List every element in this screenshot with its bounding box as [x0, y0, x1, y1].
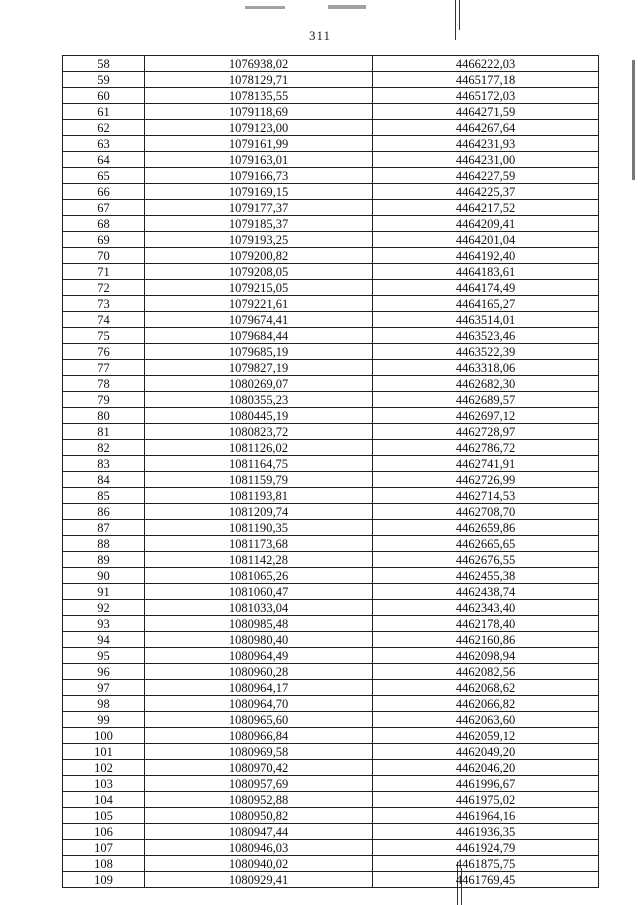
table-row [63, 200, 599, 216]
x-coordinate-cell: 1080950,82 [145, 808, 373, 824]
x-coordinate-cell: 1081060,47 [145, 584, 373, 600]
x-coordinate-cell: 1079118,69 [145, 104, 373, 120]
y-coordinate-cell: 4462697,12 [373, 408, 599, 424]
x-coordinate-cell: 1080964,17 [145, 680, 373, 696]
x-coordinate-cell: 1080947,44 [145, 824, 373, 840]
x-coordinate-cell: 1079827,19 [145, 360, 373, 376]
table-row [63, 376, 599, 392]
table-row [63, 840, 599, 856]
table-row [63, 520, 599, 536]
y-coordinate-cell: 4461996,67 [373, 776, 599, 792]
coordinates-table [62, 55, 599, 888]
y-coordinate-cell: 4464201,04 [373, 232, 599, 248]
y-coordinate-cell: 4462676,55 [373, 552, 599, 568]
table-row [63, 248, 599, 264]
x-coordinate-cell: 1080957,69 [145, 776, 373, 792]
point-number-cell: 71 [63, 264, 145, 280]
x-coordinate-cell: 1079163,01 [145, 152, 373, 168]
y-coordinate-cell: 4462714,53 [373, 488, 599, 504]
y-coordinate-cell: 4462082,56 [373, 664, 599, 680]
y-coordinate-cell: 4462728,97 [373, 424, 599, 440]
x-coordinate-cell: 1081209,74 [145, 504, 373, 520]
table-row [63, 360, 599, 376]
x-coordinate-cell: 1079684,44 [145, 328, 373, 344]
point-number-cell: 88 [63, 536, 145, 552]
x-coordinate-cell: 1081173,68 [145, 536, 373, 552]
table-row [63, 472, 599, 488]
point-number-cell: 60 [63, 88, 145, 104]
table-row [63, 616, 599, 632]
point-number-cell: 83 [63, 456, 145, 472]
x-coordinate-cell: 1078135,55 [145, 88, 373, 104]
table-row [63, 424, 599, 440]
y-coordinate-cell: 4463522,39 [373, 344, 599, 360]
table-row [63, 232, 599, 248]
y-coordinate-cell: 4464267,64 [373, 120, 599, 136]
point-number-cell: 99 [63, 712, 145, 728]
y-coordinate-cell: 4462659,86 [373, 520, 599, 536]
y-coordinate-cell: 4461875,75 [373, 856, 599, 872]
point-number-cell: 70 [63, 248, 145, 264]
point-number-cell: 108 [63, 856, 145, 872]
point-number-cell: 81 [63, 424, 145, 440]
y-coordinate-cell: 4464231,00 [373, 152, 599, 168]
y-coordinate-cell: 4463318,06 [373, 360, 599, 376]
y-coordinate-cell: 4462160,86 [373, 632, 599, 648]
point-number-cell: 61 [63, 104, 145, 120]
x-coordinate-cell: 1079215,05 [145, 280, 373, 296]
y-coordinate-cell: 4464231,93 [373, 136, 599, 152]
point-number-cell: 105 [63, 808, 145, 824]
table-row [63, 552, 599, 568]
y-coordinate-cell: 4462059,12 [373, 728, 599, 744]
table-row [63, 296, 599, 312]
point-number-cell: 85 [63, 488, 145, 504]
table-row [63, 72, 599, 88]
point-number-cell: 63 [63, 136, 145, 152]
table-row [63, 264, 599, 280]
x-coordinate-cell: 1080952,88 [145, 792, 373, 808]
y-coordinate-cell: 4462049,20 [373, 744, 599, 760]
point-number-cell: 58 [63, 56, 145, 72]
x-coordinate-cell: 1080966,84 [145, 728, 373, 744]
y-coordinate-cell: 4462098,94 [373, 648, 599, 664]
point-number-cell: 101 [63, 744, 145, 760]
y-coordinate-cell: 4464183,61 [373, 264, 599, 280]
scan-artifact-right-edge [632, 60, 635, 180]
x-coordinate-cell: 1080946,03 [145, 840, 373, 856]
table-row [63, 792, 599, 808]
point-number-cell: 98 [63, 696, 145, 712]
point-number-cell: 89 [63, 552, 145, 568]
x-coordinate-cell: 1081159,79 [145, 472, 373, 488]
y-coordinate-cell: 4462726,99 [373, 472, 599, 488]
table-row [63, 408, 599, 424]
point-number-cell: 80 [63, 408, 145, 424]
point-number-cell: 67 [63, 200, 145, 216]
y-coordinate-cell: 4464192,40 [373, 248, 599, 264]
y-coordinate-cell: 4462066,82 [373, 696, 599, 712]
y-coordinate-cell: 4464271,59 [373, 104, 599, 120]
point-number-cell: 93 [63, 616, 145, 632]
scan-artifact-top-left [245, 6, 285, 9]
y-coordinate-cell: 4462343,40 [373, 600, 599, 616]
table-row [63, 664, 599, 680]
y-coordinate-cell: 4462682,30 [373, 376, 599, 392]
point-number-cell: 68 [63, 216, 145, 232]
table-row [63, 392, 599, 408]
y-coordinate-cell: 4462689,57 [373, 392, 599, 408]
y-coordinate-cell: 4462068,62 [373, 680, 599, 696]
table-row [63, 56, 599, 72]
y-coordinate-cell: 4462178,40 [373, 616, 599, 632]
x-coordinate-cell: 1079177,37 [145, 200, 373, 216]
table-row [63, 680, 599, 696]
point-number-cell: 90 [63, 568, 145, 584]
y-coordinate-cell: 4462063,60 [373, 712, 599, 728]
table-row [63, 168, 599, 184]
x-coordinate-cell: 1079200,82 [145, 248, 373, 264]
table-row [63, 440, 599, 456]
table-row [63, 456, 599, 472]
point-number-cell: 65 [63, 168, 145, 184]
table-row [63, 136, 599, 152]
x-coordinate-cell: 1080960,28 [145, 664, 373, 680]
y-coordinate-cell: 4465177,18 [373, 72, 599, 88]
point-number-cell: 74 [63, 312, 145, 328]
point-number-cell: 87 [63, 520, 145, 536]
table-row [63, 760, 599, 776]
x-coordinate-cell: 1081193,81 [145, 488, 373, 504]
y-coordinate-cell: 4464227,59 [373, 168, 599, 184]
table-row [63, 104, 599, 120]
x-coordinate-cell: 1079169,15 [145, 184, 373, 200]
x-coordinate-cell: 1081126,02 [145, 440, 373, 456]
table-row [63, 632, 599, 648]
x-coordinate-cell: 1080970,42 [145, 760, 373, 776]
y-coordinate-cell: 4462665,65 [373, 536, 599, 552]
point-number-cell: 102 [63, 760, 145, 776]
y-coordinate-cell: 4461769,45 [373, 872, 599, 888]
point-number-cell: 103 [63, 776, 145, 792]
point-number-cell: 64 [63, 152, 145, 168]
table-row [63, 344, 599, 360]
y-coordinate-cell: 4461964,16 [373, 808, 599, 824]
x-coordinate-cell: 1080964,49 [145, 648, 373, 664]
table-row [63, 776, 599, 792]
x-coordinate-cell: 1080964,70 [145, 696, 373, 712]
table-row [63, 872, 599, 888]
point-number-cell: 92 [63, 600, 145, 616]
table-row [63, 584, 599, 600]
point-number-cell: 82 [63, 440, 145, 456]
table-row [63, 568, 599, 584]
table-row [63, 744, 599, 760]
y-coordinate-cell: 4461936,35 [373, 824, 599, 840]
point-number-cell: 106 [63, 824, 145, 840]
x-coordinate-cell: 1079193,25 [145, 232, 373, 248]
table-row [63, 312, 599, 328]
table-row [63, 488, 599, 504]
table-row [63, 808, 599, 824]
table-row [63, 152, 599, 168]
point-number-cell: 95 [63, 648, 145, 664]
x-coordinate-cell: 1079161,99 [145, 136, 373, 152]
point-number-cell: 66 [63, 184, 145, 200]
point-number-cell: 62 [63, 120, 145, 136]
point-number-cell: 76 [63, 344, 145, 360]
x-coordinate-cell: 1080445,19 [145, 408, 373, 424]
point-number-cell: 59 [63, 72, 145, 88]
x-coordinate-cell: 1080940,02 [145, 856, 373, 872]
x-coordinate-cell: 1079123,00 [145, 120, 373, 136]
binding-line-top-2 [459, 0, 460, 30]
x-coordinate-cell: 1080985,48 [145, 616, 373, 632]
x-coordinate-cell: 1079221,61 [145, 296, 373, 312]
table-row [63, 712, 599, 728]
point-number-cell: 79 [63, 392, 145, 408]
y-coordinate-cell: 4461975,02 [373, 792, 599, 808]
y-coordinate-cell: 4463514,01 [373, 312, 599, 328]
x-coordinate-cell: 1079166,73 [145, 168, 373, 184]
x-coordinate-cell: 1080269,07 [145, 376, 373, 392]
x-coordinate-cell: 1081065,26 [145, 568, 373, 584]
y-coordinate-cell: 4462438,74 [373, 584, 599, 600]
table-row [63, 856, 599, 872]
y-coordinate-cell: 4462455,38 [373, 568, 599, 584]
table-row [63, 328, 599, 344]
y-coordinate-cell: 4464174,49 [373, 280, 599, 296]
table-row [63, 280, 599, 296]
point-number-cell: 77 [63, 360, 145, 376]
y-coordinate-cell: 4464165,27 [373, 296, 599, 312]
table-row [63, 184, 599, 200]
table-row [63, 696, 599, 712]
x-coordinate-cell: 1076938,02 [145, 56, 373, 72]
y-coordinate-cell: 4464225,37 [373, 184, 599, 200]
table-row [63, 536, 599, 552]
y-coordinate-cell: 4464209,41 [373, 216, 599, 232]
x-coordinate-cell: 1080980,40 [145, 632, 373, 648]
point-number-cell: 94 [63, 632, 145, 648]
y-coordinate-cell: 4462741,91 [373, 456, 599, 472]
point-number-cell: 100 [63, 728, 145, 744]
coordinates-table-body [63, 56, 599, 888]
y-coordinate-cell: 4465172,03 [373, 88, 599, 104]
y-coordinate-cell: 4462708,70 [373, 504, 599, 520]
x-coordinate-cell: 1081190,35 [145, 520, 373, 536]
point-number-cell: 78 [63, 376, 145, 392]
x-coordinate-cell: 1079685,19 [145, 344, 373, 360]
y-coordinate-cell: 4462046,20 [373, 760, 599, 776]
table-row [63, 728, 599, 744]
point-number-cell: 84 [63, 472, 145, 488]
point-number-cell: 104 [63, 792, 145, 808]
point-number-cell: 97 [63, 680, 145, 696]
y-coordinate-cell: 4463523,46 [373, 328, 599, 344]
table-row [63, 648, 599, 664]
x-coordinate-cell: 1080969,58 [145, 744, 373, 760]
x-coordinate-cell: 1081033,04 [145, 600, 373, 616]
scan-artifact-top-right [328, 5, 366, 9]
point-number-cell: 72 [63, 280, 145, 296]
x-coordinate-cell: 1080965,60 [145, 712, 373, 728]
point-number-cell: 107 [63, 840, 145, 856]
table-row [63, 504, 599, 520]
table-row [63, 600, 599, 616]
table-row [63, 216, 599, 232]
x-coordinate-cell: 1081164,75 [145, 456, 373, 472]
table-row [63, 88, 599, 104]
x-coordinate-cell: 1081142,28 [145, 552, 373, 568]
x-coordinate-cell: 1080929,41 [145, 872, 373, 888]
point-number-cell: 109 [63, 872, 145, 888]
table-row [63, 120, 599, 136]
x-coordinate-cell: 1079208,05 [145, 264, 373, 280]
page-number: 311 [308, 28, 332, 43]
y-coordinate-cell: 4464217,52 [373, 200, 599, 216]
table-row [63, 824, 599, 840]
x-coordinate-cell: 1079674,41 [145, 312, 373, 328]
x-coordinate-cell: 1078129,71 [145, 72, 373, 88]
x-coordinate-cell: 1080823,72 [145, 424, 373, 440]
point-number-cell: 91 [63, 584, 145, 600]
point-number-cell: 75 [63, 328, 145, 344]
point-number-cell: 73 [63, 296, 145, 312]
x-coordinate-cell: 1079185,37 [145, 216, 373, 232]
y-coordinate-cell: 4462786,72 [373, 440, 599, 456]
x-coordinate-cell: 1080355,23 [145, 392, 373, 408]
point-number-cell: 86 [63, 504, 145, 520]
point-number-cell: 69 [63, 232, 145, 248]
y-coordinate-cell: 4461924,79 [373, 840, 599, 856]
point-number-cell: 96 [63, 664, 145, 680]
y-coordinate-cell: 4466222,03 [373, 56, 599, 72]
